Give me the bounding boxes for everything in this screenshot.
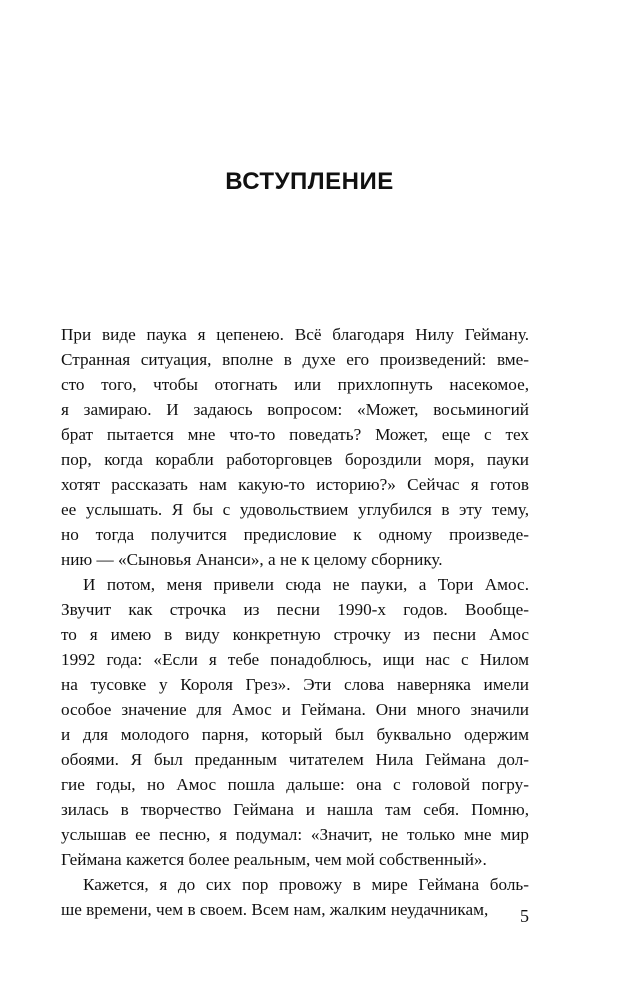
- text-line: и для молодого парня, который был буквально одержим: [61, 725, 529, 744]
- text-line: ше времени, чем в своем. Всем нам, жалким неудачникам,: [61, 900, 489, 919]
- page-number: 5: [520, 906, 529, 926]
- text-line: на тусовке у Короля Грез». Эти слова наверняка имели: [61, 675, 529, 694]
- text-line: особое значение для Амос и Геймана. Они много значили: [61, 700, 529, 719]
- text-line: сто того, чтобы отогнать или прихлопнуть насекомое,: [61, 375, 529, 394]
- text-line: зилась в творчество Геймана и нашла там себя. Помню,: [61, 800, 529, 819]
- text-line: обоями. Я был преданным читателем Нила Геймана дол-: [61, 750, 529, 769]
- text-line: гие годы, но Амос пошла дальше: она с головой погру-: [61, 775, 529, 794]
- text-line: брат пытается мне что-то поведать? Может, еще с тех: [61, 425, 529, 444]
- text-line: но тогда получится предисловие к одному произведе-: [61, 525, 529, 544]
- text-line: услышав ее песню, я подумал: «Значит, не только мне мир: [61, 825, 529, 844]
- text-line: И потом, меня привели сюда не пауки, а Тори Амос.: [83, 575, 529, 594]
- text-line: Геймана кажется более реальным, чем мой собственный».: [61, 850, 487, 869]
- text-line: нию — «Сыновья Ананси», а не к целому сборнику.: [61, 550, 443, 569]
- text-line: При виде паука я цепенею. Всё благодаря Нилу Гейману.: [61, 325, 529, 344]
- body-text: [61, 322, 529, 922]
- text-line: ее услышать. Я бы с удовольствием углубился в эту тему,: [61, 500, 529, 519]
- text-line: 1992 года: «Если я тебе понадоблюсь, ищи нас с Нилом: [61, 650, 529, 669]
- paragraph: [61, 572, 529, 872]
- text-line: пор, когда корабли работорговцев бороздили моря, пауки: [61, 450, 529, 469]
- text-line: Звучит как строчка из песни 1990-х годов. Вообще-: [61, 600, 529, 619]
- text-line: Странная ситуация, вполне в духе его произведений: вме-: [61, 350, 529, 369]
- text-line: то я имею в виду конкретную строчку из песни Амос: [61, 625, 529, 644]
- text-line: хотят рассказать нам какую-то историю?» Сейчас я готов: [61, 475, 529, 494]
- text-line: Кажется, я до сих пор провожу в мире Геймана боль-: [83, 875, 529, 894]
- paragraph: [61, 322, 529, 572]
- chapter-title: ВСТУПЛЕНИЕ: [225, 168, 394, 195]
- text-line: я замираю. И задаюсь вопросом: «Может, восьминогий: [61, 400, 529, 419]
- paragraph: [61, 872, 529, 922]
